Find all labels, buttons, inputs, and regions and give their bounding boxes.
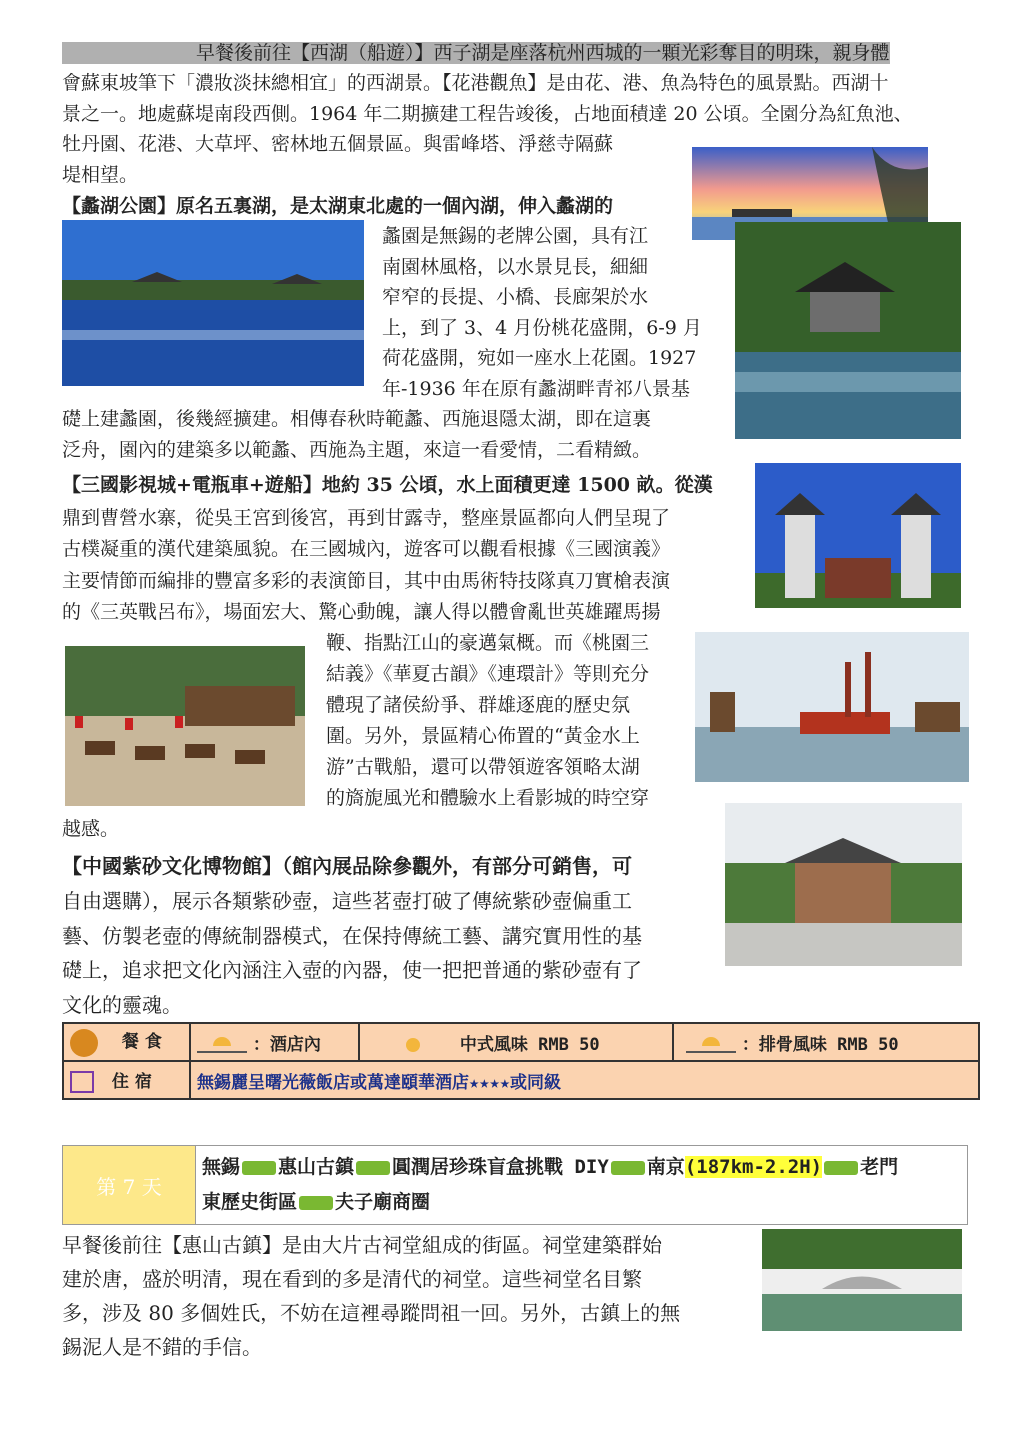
dinner-cell <box>673 1023 979 1061</box>
day7-row <box>63 1146 968 1225</box>
day7-label: 第 7 天 <box>63 1146 196 1225</box>
lihu-line-2: 蠡園是無錫的老牌公園，具有江 <box>382 225 649 247</box>
fork-knife-icon <box>70 1029 98 1057</box>
westlake-line-3: 景之一。地處蘇堤南段西側。1964 年二期擴建工程告竣後，占地面積達 20 公頃。全園分為紅魚池、 <box>62 103 913 125</box>
sanguo-line-10: 游”古戰船，還可以帶領遊客領略太湖 <box>326 756 640 778</box>
museum-photo <box>725 803 962 966</box>
day7-route <box>196 1146 968 1225</box>
sanguo-line-12: 越感。 <box>62 818 120 840</box>
lihu-line-4: 窄窄的長提、小橋、長廊架於水 <box>382 286 649 308</box>
lihu-line-6: 荷花盛開，宛如一座水上花園。1927 <box>382 347 697 369</box>
zisha-line-1-text: 【中國紫砂文化博物館】（館內展品除參觀外，有部分可銷售，可 <box>62 854 632 878</box>
route-huishan: 惠山古鎮 <box>278 1156 355 1178</box>
sanguo-line-6: 鞭、指點江山的豪邁氣概。而《桃園三 <box>326 632 650 654</box>
sanguo-line-2: 鼎到曹營水寨，從吳王宮到後宮，再到甘露寺，整座景區都向人們呈現了 <box>62 507 671 529</box>
lodging-text: 無錫麗呈曙光薇飯店或萬達頤華酒店★★★★或同級 <box>190 1061 979 1099</box>
sanguo-line-4: 主要情節而編排的豐富多彩的表演節目，其中由馬術特技隊真刀實槍表演 <box>62 570 671 592</box>
bus-icon <box>299 1196 333 1210</box>
sanguo-line-3: 古樸凝重的漢代建築風貌。在三國城內，遊客可以觀看根據《三國演義》 <box>62 538 671 560</box>
zisha-line-1 <box>62 849 632 884</box>
westlake-line-1: 早餐後前往【西湖（船遊）】西子湖是座落杭州西城的一顆光彩奪目的明珠，親身體 <box>62 38 890 69</box>
sanguo-line-9: 圍。另外，景區精心佈置的“黃金水上 <box>326 725 640 747</box>
sun-icon <box>406 1038 420 1052</box>
route-wuxi: 無錫 <box>202 1156 241 1178</box>
meals-row <box>63 1023 979 1061</box>
warship-photo <box>695 632 969 782</box>
zisha-line-4: 礎上，追求把文化內涵注入壺的內器，使一把把普通的紫砂壺有了 <box>62 958 642 982</box>
house-icon <box>70 1071 94 1093</box>
lihu-line-7: 年-1936 年在原有蠡湖畔青祁八景基 <box>382 378 690 400</box>
zisha-line-3: 藝、仿製老壺的傳統制器模式，在保持傳統工藝、講究實用性的基 <box>62 924 642 948</box>
sunrise-icon <box>197 1037 247 1053</box>
route-pearl-diy: 圓潤居珍珠盲盒挑戰 DIY <box>392 1156 609 1178</box>
sanguo-line-5: 的《三英戰呂布》，場面宏大、驚心動魄，讓人得以體會亂世英雄躍馬揚 <box>62 601 661 623</box>
lihu-line-8: 礎上建蠡園，後幾經擴建。相傳春秋時範蠡、西施退隱太湖，即在這裏 <box>62 408 652 430</box>
garden-pavilion-photo <box>735 222 961 439</box>
huishan-photo <box>762 1229 962 1331</box>
bus-icon <box>356 1161 390 1175</box>
lihu-line-9: 泛舟，園內的建築多以範蠡、西施為主題，來這一看愛情，二看精緻。 <box>62 439 652 461</box>
route-nanjing: 南京 <box>646 1156 685 1178</box>
lihu-park-photo <box>62 220 364 386</box>
westlake-line-5: 堤相望。 <box>62 164 139 186</box>
meals-label: 餐 食 <box>121 1032 162 1053</box>
lodging-row <box>63 1061 979 1099</box>
lihu-line-5: 上，到了 3、4 月份桃花盛開，6-9 月 <box>382 317 702 339</box>
lihu-line-1-text: 【蠡湖公園】原名五裏湖，是太湖東北處的一個內湖，伸入蠡湖的 <box>62 195 614 217</box>
zisha-line-5: 文化的靈魂。 <box>62 993 182 1017</box>
breakfast-cell <box>190 1023 359 1061</box>
day7-itinerary-table <box>62 1145 968 1225</box>
meal-lodging-table <box>62 1022 980 1100</box>
lodging-label-cell <box>63 1061 190 1099</box>
route-laomen-street: 東歷史街區 <box>202 1191 298 1213</box>
sanguo-line-1-text: 【三國影視城+電瓶車+遊船】地約 35 公頃，水上面積更達 1500 畝。從漢 <box>62 474 713 496</box>
lihu-line-3: 南園林風格，以水景見長，細細 <box>382 256 649 278</box>
westlake-line-2: 會蘇東坡筆下「濃妝淡抹總相宜」的西湖景。【花港觀魚】是由花、港、魚為特色的風景點。西湖十 <box>62 72 889 94</box>
lihu-line-1 <box>62 191 613 222</box>
sanguo-gate-photo <box>755 463 961 608</box>
meals-label-cell <box>63 1023 190 1061</box>
bus-icon <box>242 1161 276 1175</box>
route-distance: (187km-2.2H) <box>684 1156 823 1178</box>
sanguo-line-11: 的旖旎風光和體驗水上看影城的時空穿 <box>326 787 650 809</box>
route-fuzimiao: 夫子廟商圈 <box>335 1191 431 1213</box>
sunset-icon <box>686 1037 736 1053</box>
lodging-label: 住 宿 <box>111 1071 152 1092</box>
sanguo-line-1 <box>62 470 713 501</box>
bus-icon <box>824 1161 858 1175</box>
huishan-line-2: 建於唐，盛於明清，現在看到的多是清代的祠堂。這些祠堂名目繁 <box>62 1267 642 1291</box>
dinner-text: ：排骨風味 RMB 50 <box>741 1034 899 1055</box>
huishan-line-3: 多，涉及 80 多個姓氏，不妨在這裡尋蹤問祖一回。另外，古鎮上的無 <box>62 1301 681 1325</box>
lunch-text: 中式風味 RMB 50 <box>459 1034 600 1055</box>
sanguo-line-7: 結義》《華夏古韻》《連環計》等則充分 <box>326 663 650 685</box>
lunch-cell <box>359 1023 673 1061</box>
westlake-line-4: 牡丹園、花港、大草坪、密林地五個景區。與雷峰塔、淨慈寺隔蘇 <box>62 133 614 155</box>
bus-icon <box>611 1161 645 1175</box>
sanguo-line-8: 體現了諸侯紛爭、群雄逐鹿的歷史氛 <box>326 694 631 716</box>
huishan-line-4: 錫泥人是不錯的手信。 <box>62 1335 262 1359</box>
zisha-line-2: 自由選購），展示各類紫砂壺，這些茗壺打破了傳統紫砂壺偏重工 <box>62 889 632 913</box>
huishan-line-1: 早餐後前往【惠山古鎮】是由大片古祠堂組成的街區。祠堂建築群始 <box>62 1233 662 1257</box>
breakfast-text: ：酒店內 <box>252 1034 321 1055</box>
horse-show-photo <box>65 646 305 806</box>
route-laomen: 老門 <box>860 1156 899 1178</box>
